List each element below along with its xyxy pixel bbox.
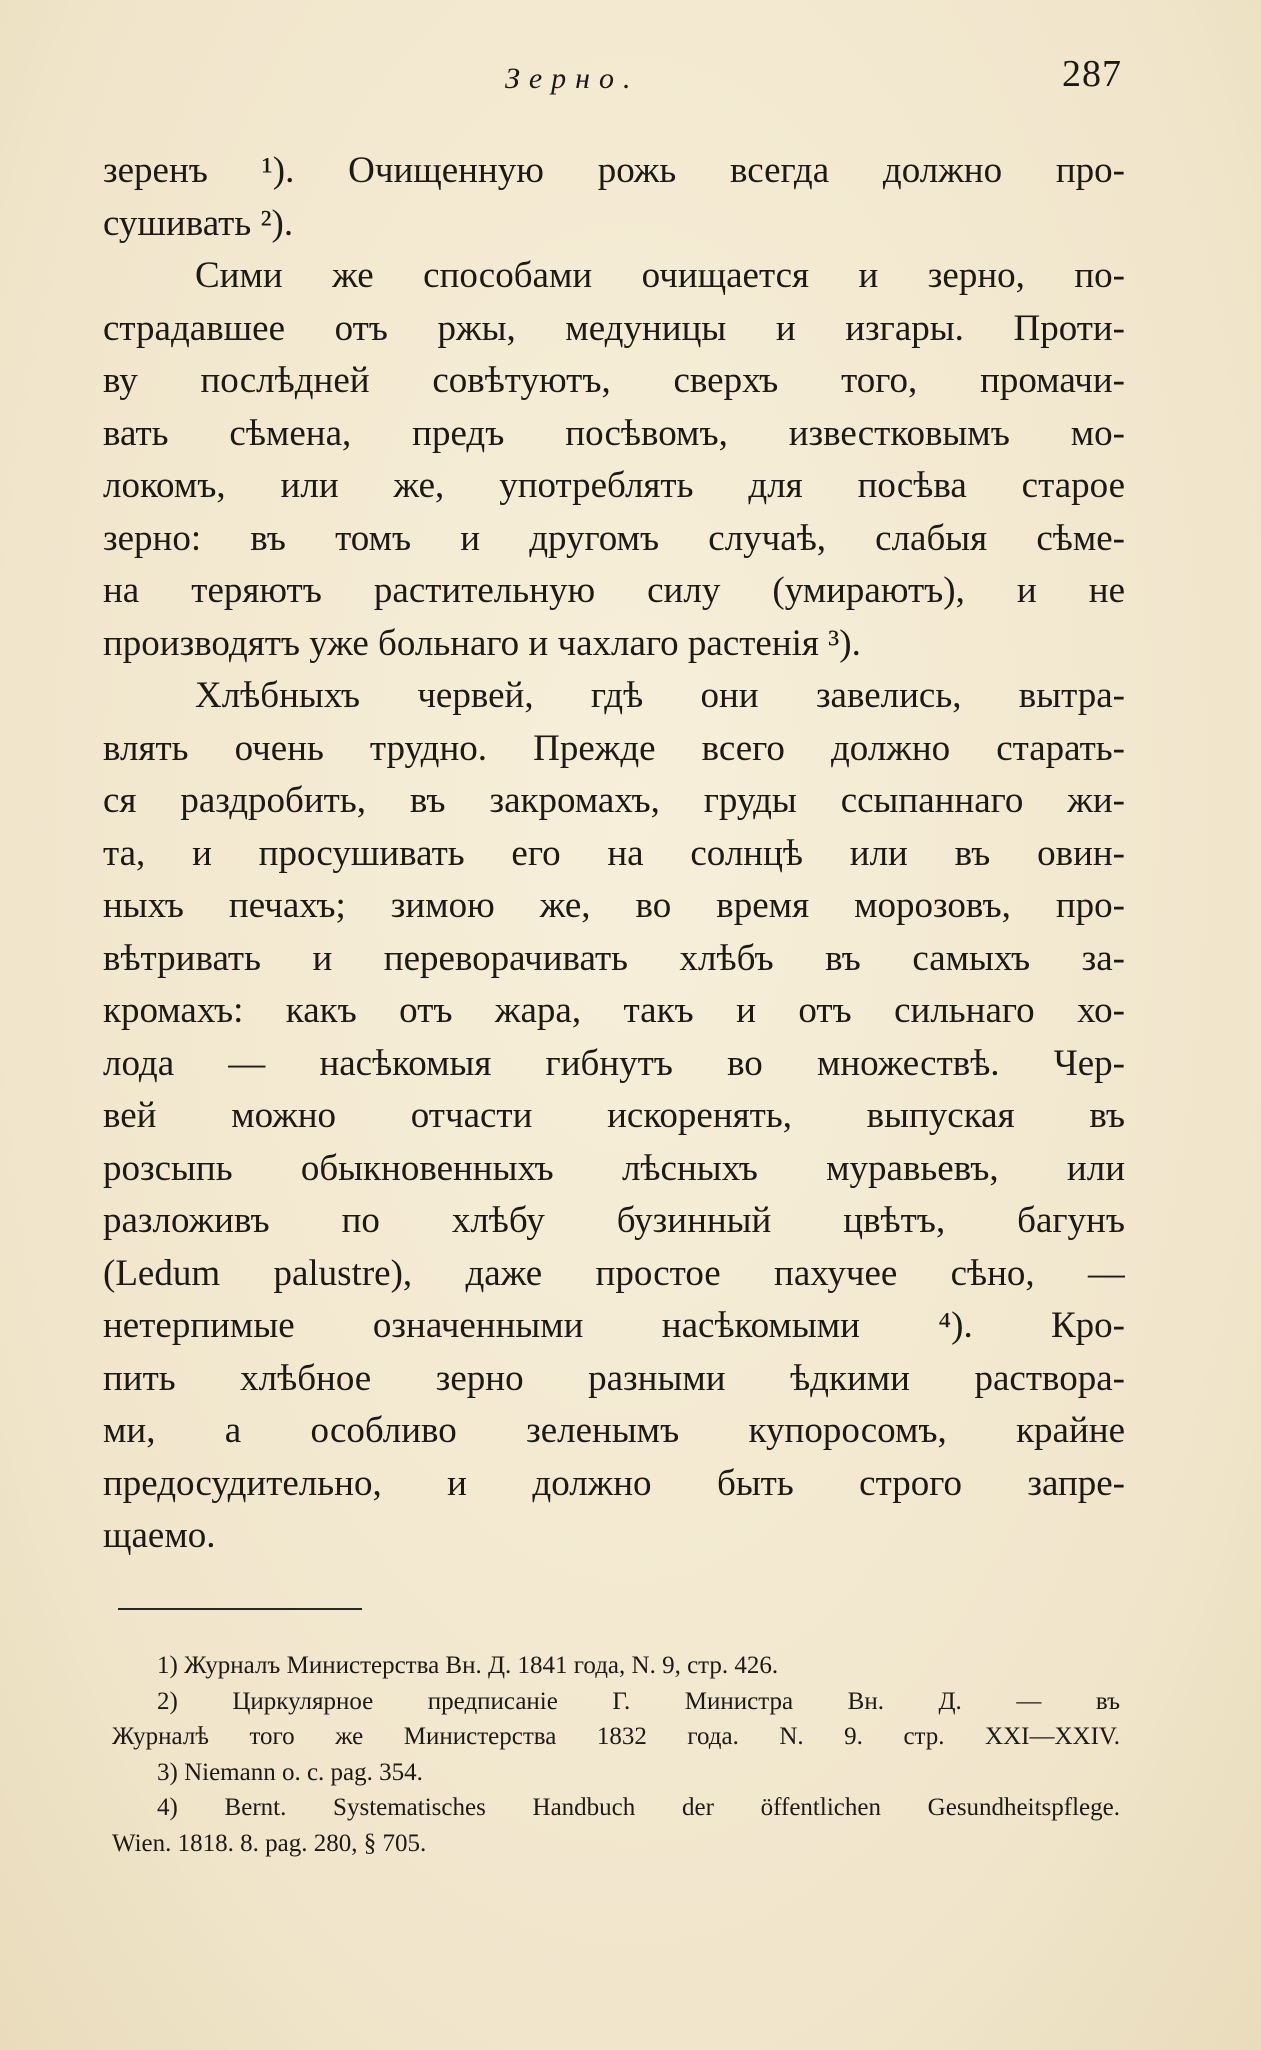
- text-line: вей можно отчасти искоренять, выпуская въ: [103, 1095, 1125, 1136]
- text-line: вѣтривать и переворачивать хлѣбъ въ самыхъ за-: [103, 937, 1125, 979]
- running-title: Зерно.: [505, 62, 640, 95]
- text-line: розсыпь обыкновенныхъ лѣсныхъ муравьевъ, или: [103, 1147, 1125, 1189]
- text-line: ми, а особливо зеленымъ купоросомъ, крайне: [103, 1410, 1125, 1451]
- text-line: сушивать ²).: [103, 202, 294, 244]
- footnotes: [112, 1648, 1120, 1861]
- text-line: разложивъ по хлѣбу бузинный цвѣтъ, багунъ: [103, 1200, 1125, 1241]
- text-line: предосудительно, и должно быть строго запре-: [103, 1462, 1125, 1504]
- text-line: на теряютъ растительную силу (умираютъ), и не: [103, 570, 1125, 611]
- text-line: ву послѣдней совѣтуютъ, сверхъ того, промачи-: [103, 360, 1125, 401]
- footnote-line: 2) Циркулярное предписаніе Г. Министра Вн. Д. — въ: [157, 1687, 1120, 1715]
- page-number: 287: [1062, 53, 1122, 95]
- running-head: [0, 52, 1261, 122]
- text-line: та, и просушивать его на солнцѣ или въ овин-: [103, 832, 1125, 874]
- text-line: локомъ, или же, употреблять для посѣва старое: [103, 465, 1125, 506]
- text-line: лода — насѣкомыя гибнутъ во множествѣ. Чер-: [103, 1042, 1125, 1084]
- text-line: производятъ уже больнаго и чахлаго растенія ³).: [103, 622, 861, 664]
- footnote-divider: [118, 1608, 362, 1610]
- text-line: Сими же способами очищается и зерно, по-: [195, 255, 1125, 296]
- footnote-line: 3) Niemann o. c. pag. 354.: [157, 1758, 423, 1786]
- text-line: пить хлѣбное зерно разными ѣдкими раствора-: [103, 1357, 1125, 1399]
- text-line: зеренъ ¹). Очищенную рожь всегда должно про-: [103, 150, 1125, 191]
- body-text: [103, 145, 1125, 1563]
- footnote-line: Журналѣ того же Министерства 1832 года. N. 9. стр. XXI—XXIV.: [112, 1723, 1120, 1750]
- footnote-line: Wien. 1818. 8. pag. 280, § 705.: [112, 1829, 427, 1857]
- text-line: страдавшее отъ ржы, медуницы и изгары. Проти-: [103, 307, 1125, 349]
- text-line: вать сѣмена, предъ посѣвомъ, известковымъ мо-: [103, 412, 1125, 454]
- text-line: (Ledum palustre), даже простое пахучее сѣно, —: [103, 1252, 1125, 1294]
- text-line: ныхъ печахъ; зимою же, во время морозовъ, про-: [103, 885, 1125, 926]
- text-line: зерно: въ томъ и другомъ случаѣ, слабыя сѣме-: [103, 517, 1125, 559]
- text-line: нетерпимые означенными насѣкомыми ⁴). Кро-: [103, 1305, 1125, 1346]
- footnote-line: 4) Bernt. Systematisches Handbuch der öffentlichen Gesundheitspflege.: [157, 1794, 1120, 1821]
- text-line: влять очень трудно. Прежде всего должно старать-: [103, 727, 1125, 769]
- footnote-line: 1) Журналъ Министерства Вн. Д. 1841 года, N. 9, стр. 426.: [157, 1652, 779, 1679]
- text-line: Хлѣбныхъ червей, гдѣ они завелись, вытра-: [195, 675, 1125, 716]
- text-line: щаемо.: [103, 1515, 216, 1556]
- text-line: ся раздробить, въ закромахъ, груды ссыпаннаго жи-: [103, 780, 1125, 821]
- text-line: кромахъ: какъ отъ жара, такъ и отъ сильнаго хо-: [103, 990, 1125, 1031]
